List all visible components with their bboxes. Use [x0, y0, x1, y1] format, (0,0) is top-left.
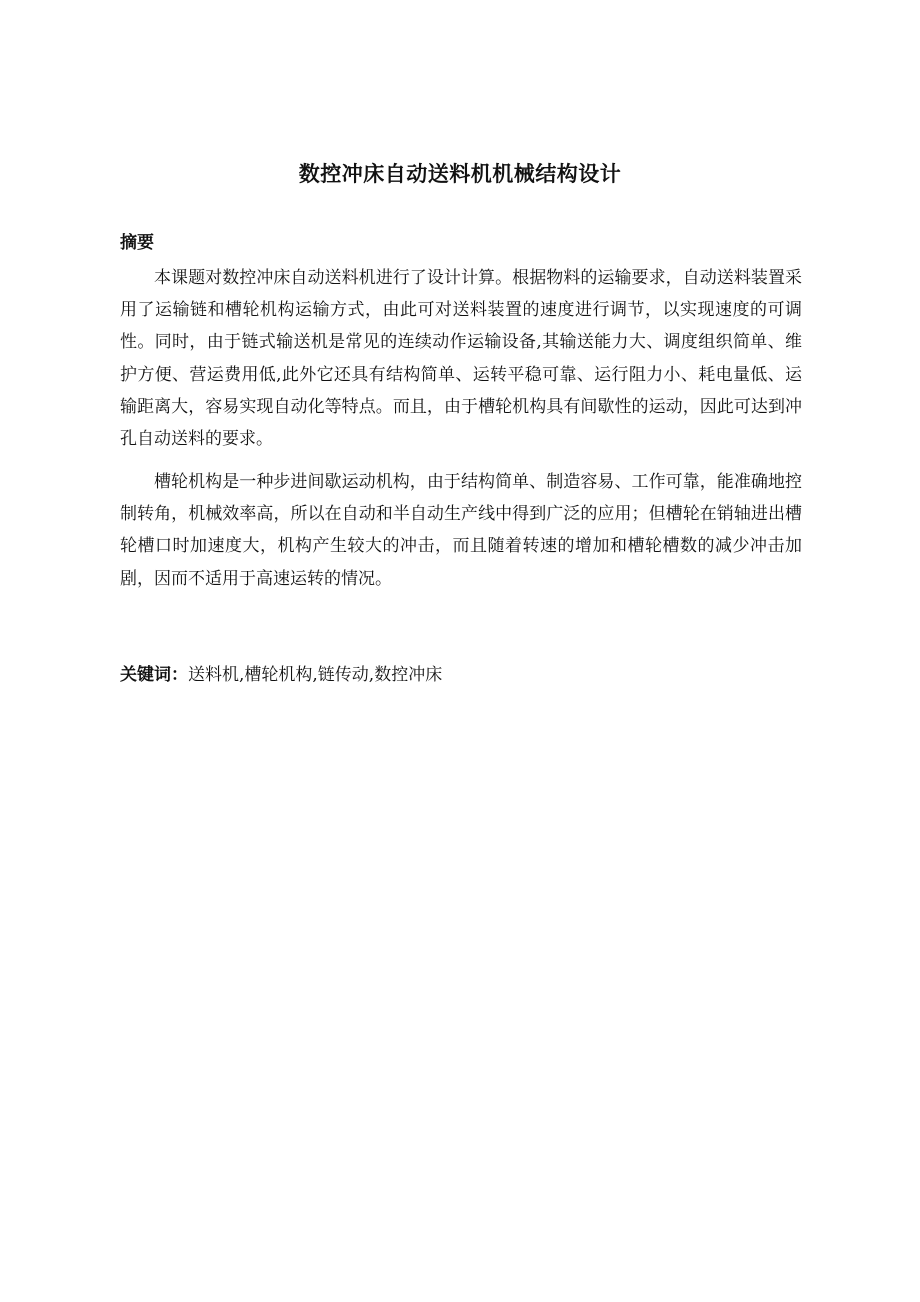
abstract-heading: 摘要 [120, 233, 154, 253]
abstract-paragraph-1: 本课题对数控冲床自动送料机进行了设计计算。根据物料的运输要求，自动送料装置采用了运输链和槽轮机构运输方式，由此可对送料装置的速度进行调节，以实现速度的可调性。同时，由于链式输送机是常见的连续动作运输设备,其输送能力大、调度组织简单、维护方便、营运费用低,此外它还具有结构简单、运转平稳可靠、运行阻力小、耗电量低、运输距离大，容易实现自动化等特点。而且，由于槽轮机构具有间歇性的运动，因此可达到冲孔自动送料的要求。 [120, 268, 802, 450]
document-title: 数控冲床自动送料机机械结构设计 [298, 162, 622, 186]
abstract-paragraph-2: 槽轮机构是一种步进间歇运动机构，由于结构简单、制造容易、工作可靠，能准确地控制转角，机械效率高，所以在自动和半自动生产线中得到广泛的应用；但槽轮在销轴进出槽轮槽口时加速度大，机构产生较大的冲击，而且随着转速的增加和槽轮槽数的减少冲击加剧，因而不适用于高速运转的情况。 [120, 472, 802, 589]
keywords-line [120, 662, 442, 688]
keywords-values: 送料机,槽轮机构,链传动,数控冲床 [188, 665, 443, 685]
keywords-label: 关键词： [120, 665, 188, 685]
